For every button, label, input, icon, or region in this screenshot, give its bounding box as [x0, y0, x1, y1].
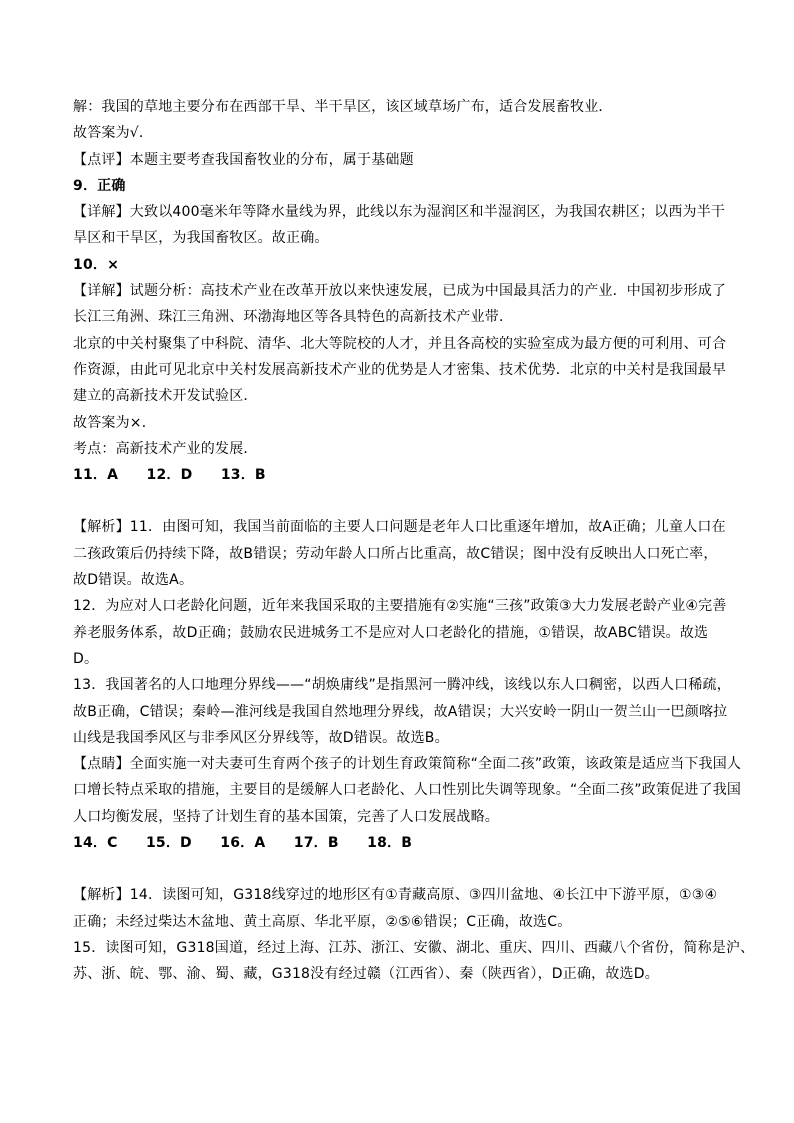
text-line: 苏、浙、皖、鄂、渝、蜀、藏，G318没有经过赣（江西省）、秦（陕西省），D正确，故选D。 [73, 966, 659, 983]
text-line: D。 [73, 650, 99, 667]
text-line: 解：我国的草地主要分布在西部干旱、半干旱区，该区域草场广布，适合发展畜牧业． [73, 99, 613, 115]
answer-key-line: 11．A 12．D 13．B [73, 467, 266, 484]
text-line: 13．我国著名的人口地理分界线——“胡焕庸线”是指黑河一腾冲线，该线以东人口稠密，以西人口稀疏， [73, 677, 731, 694]
text-line: 旱区和干旱区，为我国畜牧区。故正确。 [73, 230, 329, 247]
text-line: 考点：高新技术产业的发展． [73, 440, 258, 457]
text-line: 12．为应对人口老龄化问题，近年来我国采取的主要措施有②实施“三孩”政策③大力发展老龄产业④完善 [73, 598, 727, 615]
text-line: 养老服务体系，故D正确；鼓励农民进城务工不是应对人口老龄化的措施，①错误，故ABC错误。故选 [73, 624, 709, 641]
text-line: 【点睛】全面实施一对夫妻可生育两个孩子的计划生育政策简称“全面二孩”政策，该政策是适应当下我国人 [73, 756, 742, 773]
document-page [73, 94, 755, 988]
text-line: 长江三角洲、珠江三角洲、环渤海地区等各具特色的高新技术产业带． [73, 309, 514, 326]
text-line: 【详解】试题分析：高技术产业在改革开放以来快速发展，已成为中国最具活力的产业．中国初步形成了 [73, 283, 727, 300]
blank-line [73, 856, 723, 882]
text-line: 故答案为×． [73, 414, 156, 431]
text-line: 人口均衡发展，坚持了计划生育的基本国策，完善了人口发展战略。 [73, 808, 499, 825]
answer-key-line: 10．× [73, 256, 120, 273]
text-line: 【点评】本题主要考查我国畜牧业的分布，属于基础题 [73, 151, 414, 168]
text-line: 口增长特点采取的措施，主要目的是缓解人口老龄化、人口性别比失调等现象。“全面二孩”政策促进了我国 [73, 782, 742, 799]
text-line: 二孩政策后仍持续下降，故B错误；劳动年龄人口所占比重高，故C错误；图中没有反映出人口死亡率， [73, 545, 718, 562]
text-line: 山线是我国季风区与非季风区分界线等，故D错误。故选B。 [73, 729, 449, 746]
text-line: 15．读图可知，G318国道，经过上海、江苏、浙江、安徽、湖北、重庆、四川、西藏八个省份，简称是沪、 [73, 939, 755, 956]
text-line: 作资源，由此可见北京中关村发展高新技术产业的优势是人才密集、技术优势．北京的中关村是我国最早 [73, 361, 727, 378]
blank-line [73, 488, 723, 514]
text-line: 正确；未经过柴达木盆地、黄土高原、华北平原，②⑤⑥错误；C正确，故选C。 [73, 913, 572, 930]
text-line: 【详解】大致以400毫米年等降水量线为界，此线以东为湿润区和半湿润区，为我国农耕区；以西为半干 [73, 204, 726, 221]
text-line: 故B正确，C错误；秦岭—淮河线是我国自然地理分界线，故A错误；大兴安岭一阴山一贺兰山一巴颜喀拉 [73, 703, 728, 720]
text-line: 故答案为√． [73, 125, 154, 142]
text-line: 故D错误。故选A。 [73, 572, 194, 589]
answer-key-line: 14．C 15．D 16．A 17．B 18．B [73, 835, 413, 852]
text-line: 【解析】14．读图可知，G318线穿过的地形区有①青藏高原、③四川盆地、④长江中下游平原，①③④ [73, 887, 718, 904]
answer-key-line: 9．正确 [73, 177, 126, 194]
text-line: 【解析】11．由图可知，我国当前面临的主要人口问题是老年人口比重逐年增加，故A正确；儿童人口在 [73, 519, 726, 536]
text-line: 建立的高新技术开发试验区． [73, 388, 258, 405]
text-line: 北京的中关村聚集了中科院、清华、北大等院校的人才，并且各高校的实验室成为最方便的可利用、可合 [73, 335, 727, 352]
